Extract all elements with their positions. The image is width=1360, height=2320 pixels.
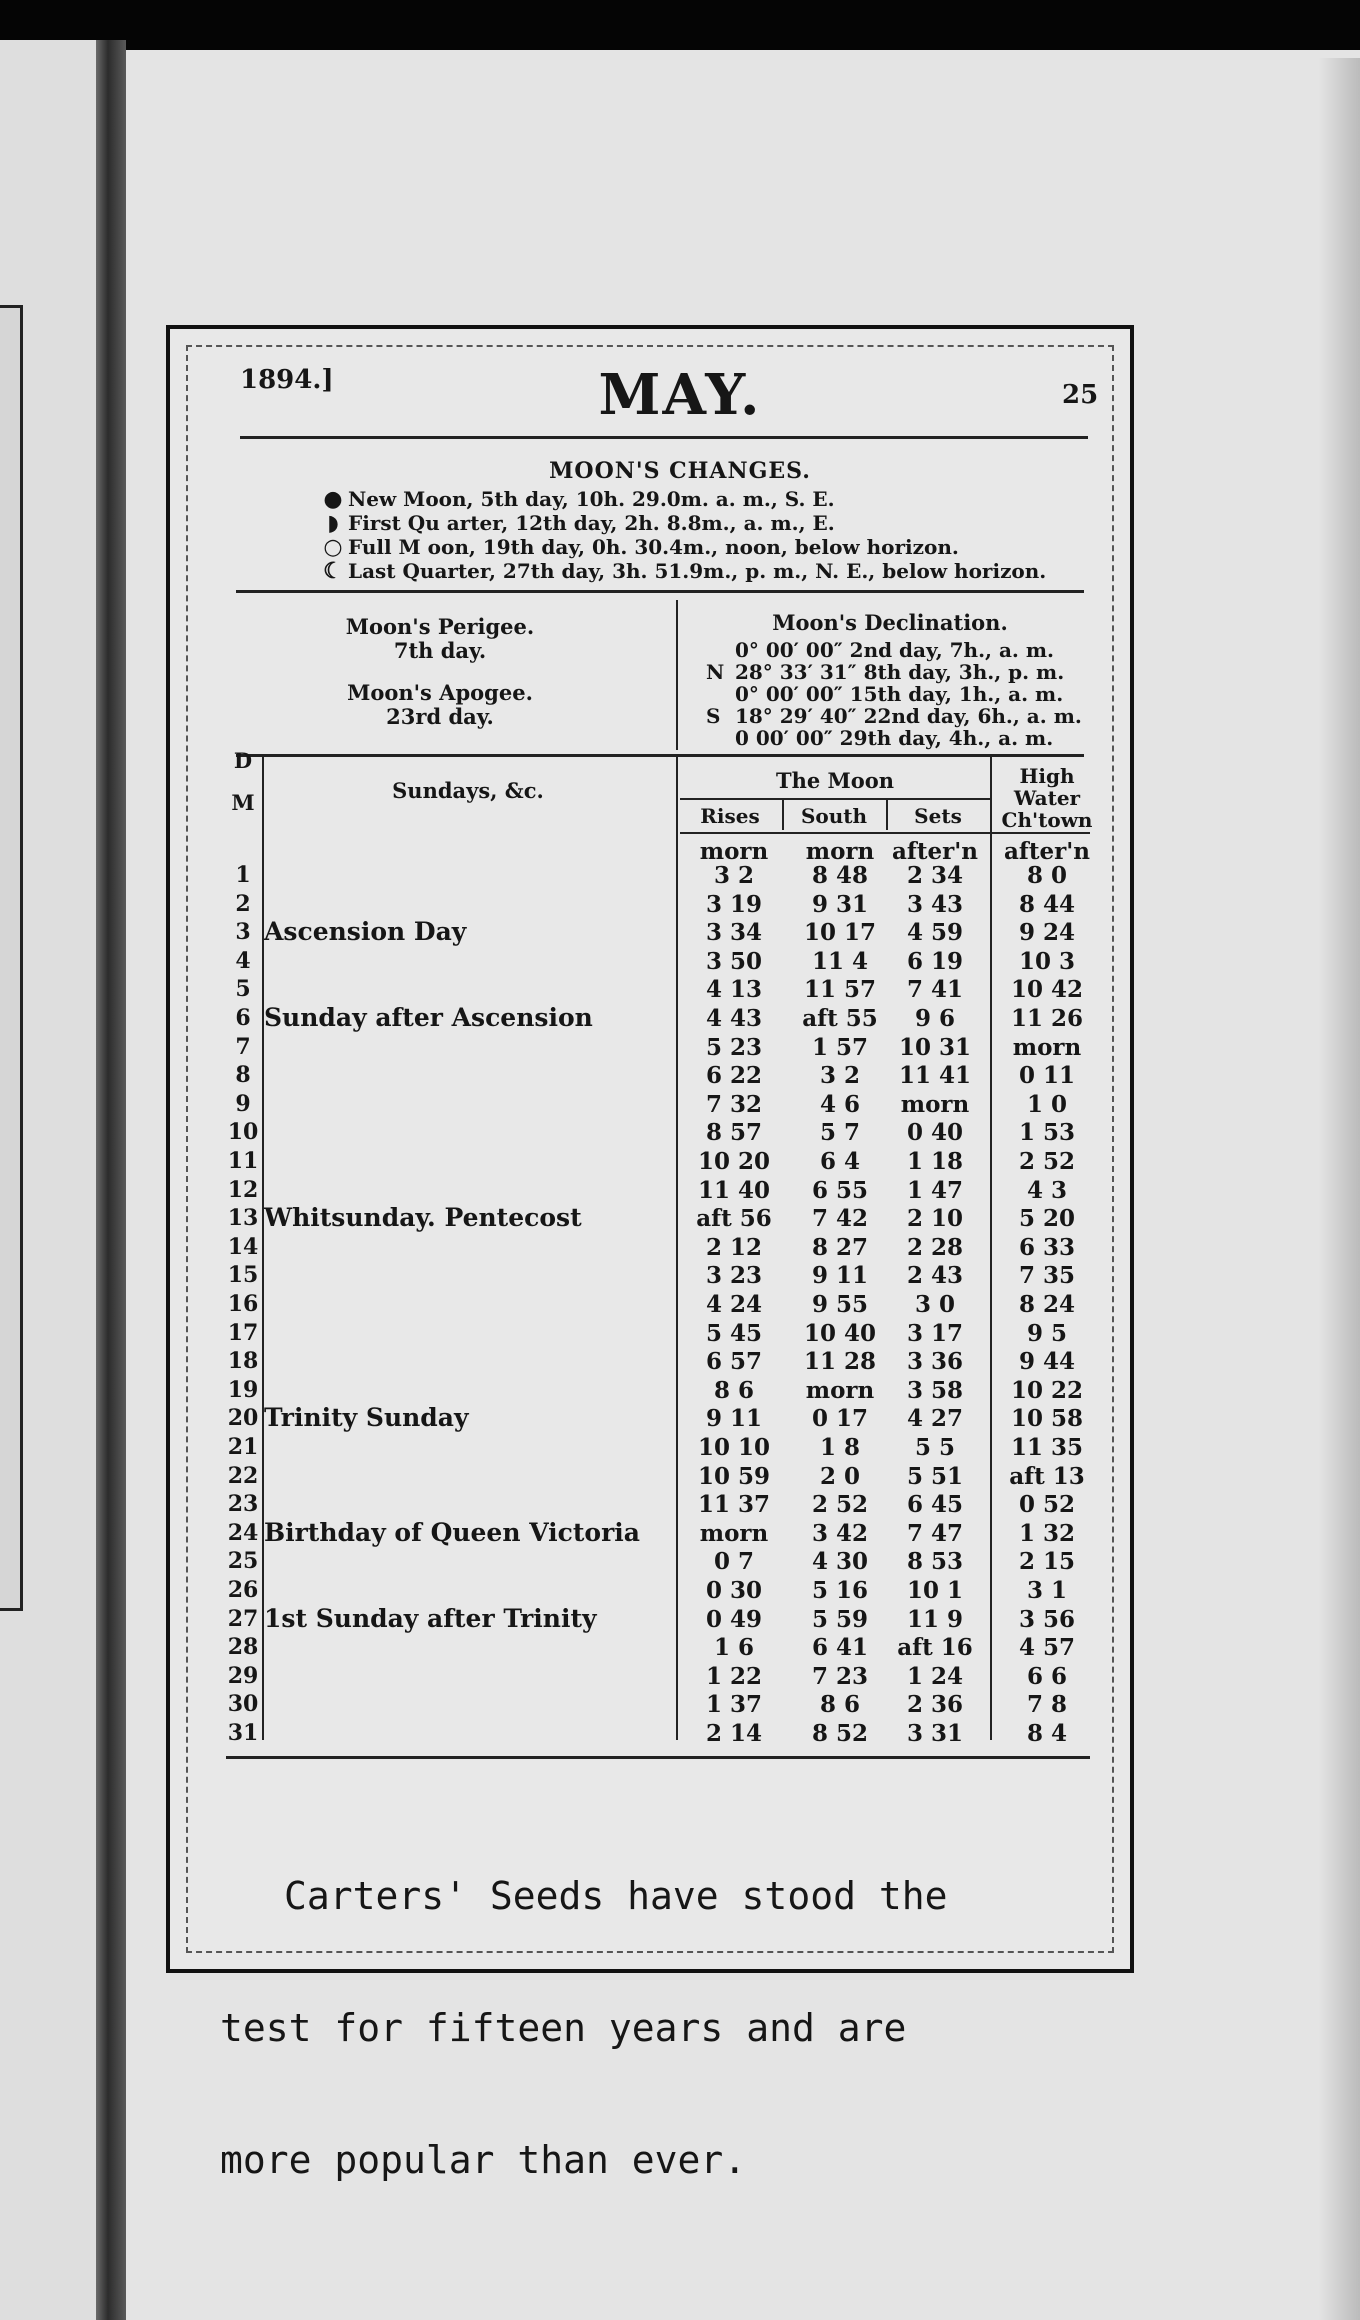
high-water-cell: 1 53 [1018, 1119, 1076, 1146]
high-water-cell: 10 3 [1018, 948, 1076, 975]
declination-row [706, 726, 1053, 750]
moon-rises-cell: 2 14 [705, 1720, 763, 1747]
moon-south-cell: 5 7 [819, 1119, 860, 1146]
day-number: 28 [227, 1634, 259, 1660]
moon-changes-title: MOON'S CHANGES. [549, 458, 811, 484]
day-number: 11 [227, 1148, 259, 1174]
day-number: 18 [227, 1348, 259, 1374]
col-water-header-1: High [1019, 764, 1075, 788]
high-water-cell: 0 11 [1018, 1062, 1076, 1089]
moon-rises-cell: 0 30 [705, 1577, 763, 1604]
moon-south-cell: 1 8 [819, 1434, 860, 1461]
moon-phase-first-quarter [318, 510, 835, 536]
day-number: 13 [227, 1205, 259, 1231]
moon-south-cell: 2 0 [819, 1463, 860, 1490]
col-sets-header: Sets [914, 804, 962, 828]
moon-south-cell: 3 2 [819, 1062, 860, 1089]
page-title: MAY. [598, 362, 762, 428]
col-moon-header: The Moon [775, 768, 895, 793]
moon-rises-cell: 10 10 [697, 1434, 771, 1461]
day-number: 30 [227, 1691, 259, 1717]
col-m-header: M [231, 790, 255, 815]
moon-changes-rule [236, 590, 1084, 593]
moon-sets-cell: 10 1 [906, 1577, 964, 1604]
moon-sets-cell: 3 58 [906, 1377, 964, 1404]
moon-south-cell: 3 42 [811, 1520, 869, 1547]
declination-value: 28° 33′ 31″ 8th day, 3h., p. m. [734, 660, 1065, 684]
advertisement [220, 1786, 1120, 2226]
advert-line: more popular than ever. [220, 2138, 747, 2182]
moon-sets-cell: 8 53 [906, 1548, 964, 1575]
col-water-header-2: Water [1013, 786, 1081, 810]
moon-sets-cell: 2 36 [906, 1691, 964, 1718]
moon-rises-cell: 0 49 [705, 1606, 763, 1633]
moon-south-cell: 4 30 [811, 1548, 869, 1575]
moon-phase-text: New Moon, 5th day, 10h. 29.0m. a. m., S. E. [348, 487, 835, 511]
sets-header-cell: after'n [892, 838, 978, 865]
moon-sets-cell: 9 6 [914, 1005, 955, 1032]
day-number: 2 [235, 891, 251, 917]
declination-row [706, 682, 1063, 706]
moon-rises-cell: 11 40 [697, 1177, 771, 1204]
high-water-cell: 3 1 [1026, 1577, 1067, 1604]
moon-rises-cell: 2 12 [705, 1234, 763, 1261]
moon-south-cell: 10 40 [803, 1320, 877, 1347]
declination-divider [676, 600, 678, 750]
high-water-cell: aft 13 [1009, 1463, 1085, 1490]
high-water-cell: 10 22 [1010, 1377, 1084, 1404]
moon-south-cell: 5 59 [811, 1606, 869, 1633]
moon-south-cell: 9 11 [811, 1262, 869, 1289]
moon-sets-cell: 1 24 [906, 1663, 964, 1690]
declination-row [706, 704, 1082, 728]
moon-south-cell: 0 17 [811, 1405, 869, 1432]
day-number: 1 [235, 862, 251, 888]
high-water-cell: 9 5 [1026, 1320, 1067, 1347]
high-water-cell: 7 8 [1026, 1691, 1067, 1718]
moon-rises-cell: 1 6 [713, 1634, 754, 1661]
day-number: 3 [235, 919, 251, 945]
col-south-header: South [800, 804, 868, 828]
moon-rises-cell: 5 23 [705, 1034, 763, 1061]
moon-sets-cell: 6 45 [906, 1491, 964, 1518]
moon-south-cell: 6 55 [811, 1177, 869, 1204]
declination-value: 0° 00′ 00″ 15th day, 1h., a. m. [734, 682, 1064, 706]
col-sundays-header: Sundays, &c. [392, 778, 544, 803]
col-rises-header: Rises [700, 804, 760, 828]
declination-value: 0° 00′ 00″ 2nd day, 7h., a. m. [734, 638, 1054, 662]
moon-sets-cell: 7 41 [906, 976, 964, 1003]
header-rule [240, 436, 1088, 439]
declination-row [706, 638, 1054, 662]
table-divider-day [262, 756, 264, 1740]
declination-dir: N [706, 660, 725, 684]
moon-rises-cell: aft 56 [696, 1205, 772, 1232]
apogee-title: Moon's Apogee. [347, 680, 533, 705]
moon-rises-cell: 7 32 [705, 1091, 763, 1118]
moon-sets-cell: 5 5 [914, 1434, 955, 1461]
high-water-cell: 8 44 [1018, 891, 1076, 918]
calendar-event: 1st Sunday after Trinity [264, 1604, 597, 1633]
moon-south-cell: 7 23 [811, 1663, 869, 1690]
day-number: 12 [227, 1177, 259, 1203]
advert-line: Carters' Seeds have stood the [284, 1874, 948, 1918]
table-bottom-rule [226, 1756, 1090, 1759]
table-header-rule [680, 832, 1090, 834]
day-number: 23 [227, 1491, 259, 1517]
moon-rises-cell: 8 57 [705, 1119, 763, 1146]
moon-sets-cell: 3 0 [914, 1291, 955, 1318]
moon-rises-cell: 10 59 [697, 1463, 771, 1490]
moon-rises-cell: 1 37 [705, 1691, 763, 1718]
advert-line: test for fifteen years and are [220, 2006, 907, 2050]
moon-south-cell: 10 17 [803, 919, 877, 946]
high-water-cell: 0 52 [1018, 1491, 1076, 1518]
moon-rises-cell: 3 34 [705, 919, 763, 946]
moon-rises-cell: 3 50 [705, 948, 763, 975]
moon-sets-cell: 2 28 [906, 1234, 964, 1261]
moon-rises-cell: 6 22 [705, 1062, 763, 1089]
high-water-cell: 2 15 [1018, 1548, 1076, 1575]
declination-title: Moon's Declination. [772, 610, 1008, 635]
day-number: 21 [227, 1434, 259, 1460]
moon-sets-cell: 2 10 [906, 1205, 964, 1232]
moon-rises-cell: 4 24 [705, 1291, 763, 1318]
moon-sets-cell: 2 34 [906, 862, 964, 889]
day-number: 26 [227, 1577, 259, 1603]
moon-rises-cell: 4 43 [705, 1005, 763, 1032]
calendar-event: Birthday of Queen Victoria [264, 1518, 640, 1547]
declination-rule [236, 754, 1084, 757]
moon-sets-cell: 3 36 [906, 1348, 964, 1375]
moon-sets-cell: morn [900, 1091, 970, 1118]
left-page-frame [0, 305, 23, 1611]
moon-sets-cell: 1 18 [906, 1148, 964, 1175]
moon-south-cell: morn [805, 1377, 875, 1404]
moon-rises-cell: 10 20 [697, 1148, 771, 1175]
moon-sets-cell: 0 40 [906, 1119, 964, 1146]
perigee-title: Moon's Perigee. [345, 614, 535, 639]
moon-sets-cell: 11 9 [906, 1606, 964, 1633]
high-water-cell: 8 24 [1018, 1291, 1076, 1318]
moon-sets-cell: 10 31 [898, 1034, 972, 1061]
high-water-cell: 11 26 [1010, 1005, 1084, 1032]
high-water-cell: 6 33 [1018, 1234, 1076, 1261]
high-water-cell: 1 0 [1026, 1091, 1067, 1118]
calendar-event: Whitsunday. Pentecost [264, 1203, 582, 1232]
moon-sets-cell: 7 47 [906, 1520, 964, 1547]
col-water-header-3: Ch'town [1001, 808, 1093, 832]
moon-south-cell: 8 6 [819, 1691, 860, 1718]
day-number: 14 [227, 1234, 259, 1260]
day-number: 8 [235, 1062, 251, 1088]
high-water-cell: 10 58 [1010, 1405, 1084, 1432]
moon-phase-text: First Qu arter, 12th day, 2h. 8.8m., a. m., E. [348, 511, 835, 535]
high-water-cell: 1 32 [1018, 1520, 1076, 1547]
day-number: 6 [235, 1005, 251, 1031]
high-water-cell: 11 35 [1010, 1434, 1084, 1461]
calendar-event: Trinity Sunday [264, 1403, 469, 1432]
moon-south-cell: 9 31 [811, 891, 869, 918]
moon-sets-cell: aft 16 [897, 1634, 973, 1661]
day-number: 9 [235, 1091, 251, 1117]
moon-sets-cell: 1 47 [906, 1177, 964, 1204]
moon-south-cell: 5 16 [811, 1577, 869, 1604]
day-number: 24 [227, 1520, 259, 1546]
declination-value: 18° 29′ 40″ 22nd day, 6h., a. m. [734, 704, 1082, 728]
full-moon-icon: ○ [323, 534, 343, 560]
high-water-cell: 6 6 [1026, 1663, 1067, 1690]
moon-south-cell: aft 55 [802, 1005, 878, 1032]
moon-sets-cell: 4 27 [906, 1405, 964, 1432]
high-water-cell: morn [1012, 1034, 1082, 1061]
moon-sets-cell: 11 41 [898, 1062, 972, 1089]
day-number: 10 [227, 1119, 259, 1145]
moon-south-cell: 2 52 [811, 1491, 869, 1518]
declination-row [706, 660, 1064, 684]
high-water-cell: 7 35 [1018, 1262, 1076, 1289]
high-water-cell: 2 52 [1018, 1148, 1076, 1175]
moon-south-cell: 8 52 [811, 1720, 869, 1747]
moon-sets-cell: 6 19 [906, 948, 964, 975]
moon-rises-cell: 3 19 [705, 891, 763, 918]
day-number: 22 [227, 1463, 259, 1489]
table-divider-events [676, 756, 678, 1740]
moon-sets-cell: 2 43 [906, 1262, 964, 1289]
day-number: 7 [235, 1034, 251, 1060]
day-number: 29 [227, 1663, 259, 1689]
moon-rises-cell: morn [699, 1520, 769, 1547]
moon-south-cell: 11 4 [811, 948, 869, 975]
moon-south-cell: 7 42 [811, 1205, 869, 1232]
moon-south-cell: 4 6 [819, 1091, 860, 1118]
moon-rises-cell: 11 37 [697, 1491, 771, 1518]
page-year: 1894.] [240, 365, 334, 395]
high-water-cell: 4 57 [1018, 1634, 1076, 1661]
high-water-cell: 9 44 [1018, 1348, 1076, 1375]
high-water-cell: 4 3 [1026, 1177, 1067, 1204]
declination-value: 0 00′ 00″ 29th day, 4h., a. m. [734, 726, 1054, 750]
new-moon-icon: ● [323, 486, 343, 512]
water-header-cell: after'n [1004, 838, 1090, 865]
declination-dir: S [706, 704, 721, 728]
moon-south-cell: 8 27 [811, 1234, 869, 1261]
day-number: 15 [227, 1262, 259, 1288]
day-number: 27 [227, 1606, 259, 1632]
page-number: 25 [1062, 380, 1099, 410]
col-d-header: D [233, 748, 253, 773]
calendar-event: Ascension Day [264, 917, 467, 946]
day-number: 31 [227, 1720, 259, 1746]
moon-rises-cell: 4 13 [705, 976, 763, 1003]
moon-south-cell: 11 28 [803, 1348, 877, 1375]
high-water-cell: 9 24 [1018, 919, 1076, 946]
moon-sets-cell: 4 59 [906, 919, 964, 946]
apogee-day: 23rd day. [386, 704, 494, 729]
moon-rises-cell: 8 6 [713, 1377, 754, 1404]
moon-phase-new [318, 486, 835, 512]
moon-rises-cell: 1 22 [705, 1663, 763, 1690]
high-water-cell: 8 0 [1026, 862, 1067, 889]
day-number: 19 [227, 1377, 259, 1403]
moon-sets-cell: 3 43 [906, 891, 964, 918]
day-number: 16 [227, 1291, 259, 1317]
moon-rises-cell: 3 2 [713, 862, 754, 889]
moon-south-cell: 6 4 [819, 1148, 860, 1175]
moon-header-rule [680, 798, 990, 800]
moon-south-cell: 9 55 [811, 1291, 869, 1318]
moon-rises-cell: 5 45 [705, 1320, 763, 1347]
moon-south-cell: 1 57 [811, 1034, 869, 1061]
high-water-cell: 5 20 [1018, 1205, 1076, 1232]
rises-header-cell: morn [699, 838, 769, 865]
day-number: 5 [235, 976, 251, 1002]
day-number: 17 [227, 1320, 259, 1346]
moon-south-cell: 11 57 [803, 976, 877, 1003]
calendar-event: Sunday after Ascension [264, 1003, 593, 1032]
first-quarter-icon: ◗ [327, 510, 339, 536]
moon-phase-full [318, 534, 959, 560]
moon-sets-cell: 5 51 [906, 1463, 964, 1490]
moon-sets-cell: 3 31 [906, 1720, 964, 1747]
high-water-cell: 3 56 [1018, 1606, 1076, 1633]
moon-phase-text: Full M oon, 19th day, 0h. 30.4m., noon, below horizon. [348, 535, 959, 559]
day-number: 4 [235, 948, 251, 974]
moon-rises-cell: 3 23 [705, 1262, 763, 1289]
moon-south-cell: 8 48 [811, 862, 869, 889]
south-header-cell: morn [805, 838, 875, 865]
moon-south-cell: 6 41 [811, 1634, 869, 1661]
high-water-cell: 8 4 [1026, 1720, 1067, 1747]
last-quarter-icon: ☾ [323, 558, 343, 584]
perigee-day: 7th day. [393, 638, 487, 663]
day-number: 20 [227, 1405, 259, 1431]
moon-rises-cell: 9 11 [705, 1405, 763, 1432]
moon-phase-text: Last Quarter, 27th day, 3h. 51.9m., p. m., N. E., below horizon. [348, 559, 1047, 583]
moon-sets-cell: 3 17 [906, 1320, 964, 1347]
day-number: 25 [227, 1548, 259, 1574]
moon-rises-cell: 0 7 [713, 1548, 754, 1575]
high-water-cell: 10 42 [1010, 976, 1084, 1003]
moon-rises-cell: 6 57 [705, 1348, 763, 1375]
moon-phase-last-quarter [318, 558, 1046, 584]
